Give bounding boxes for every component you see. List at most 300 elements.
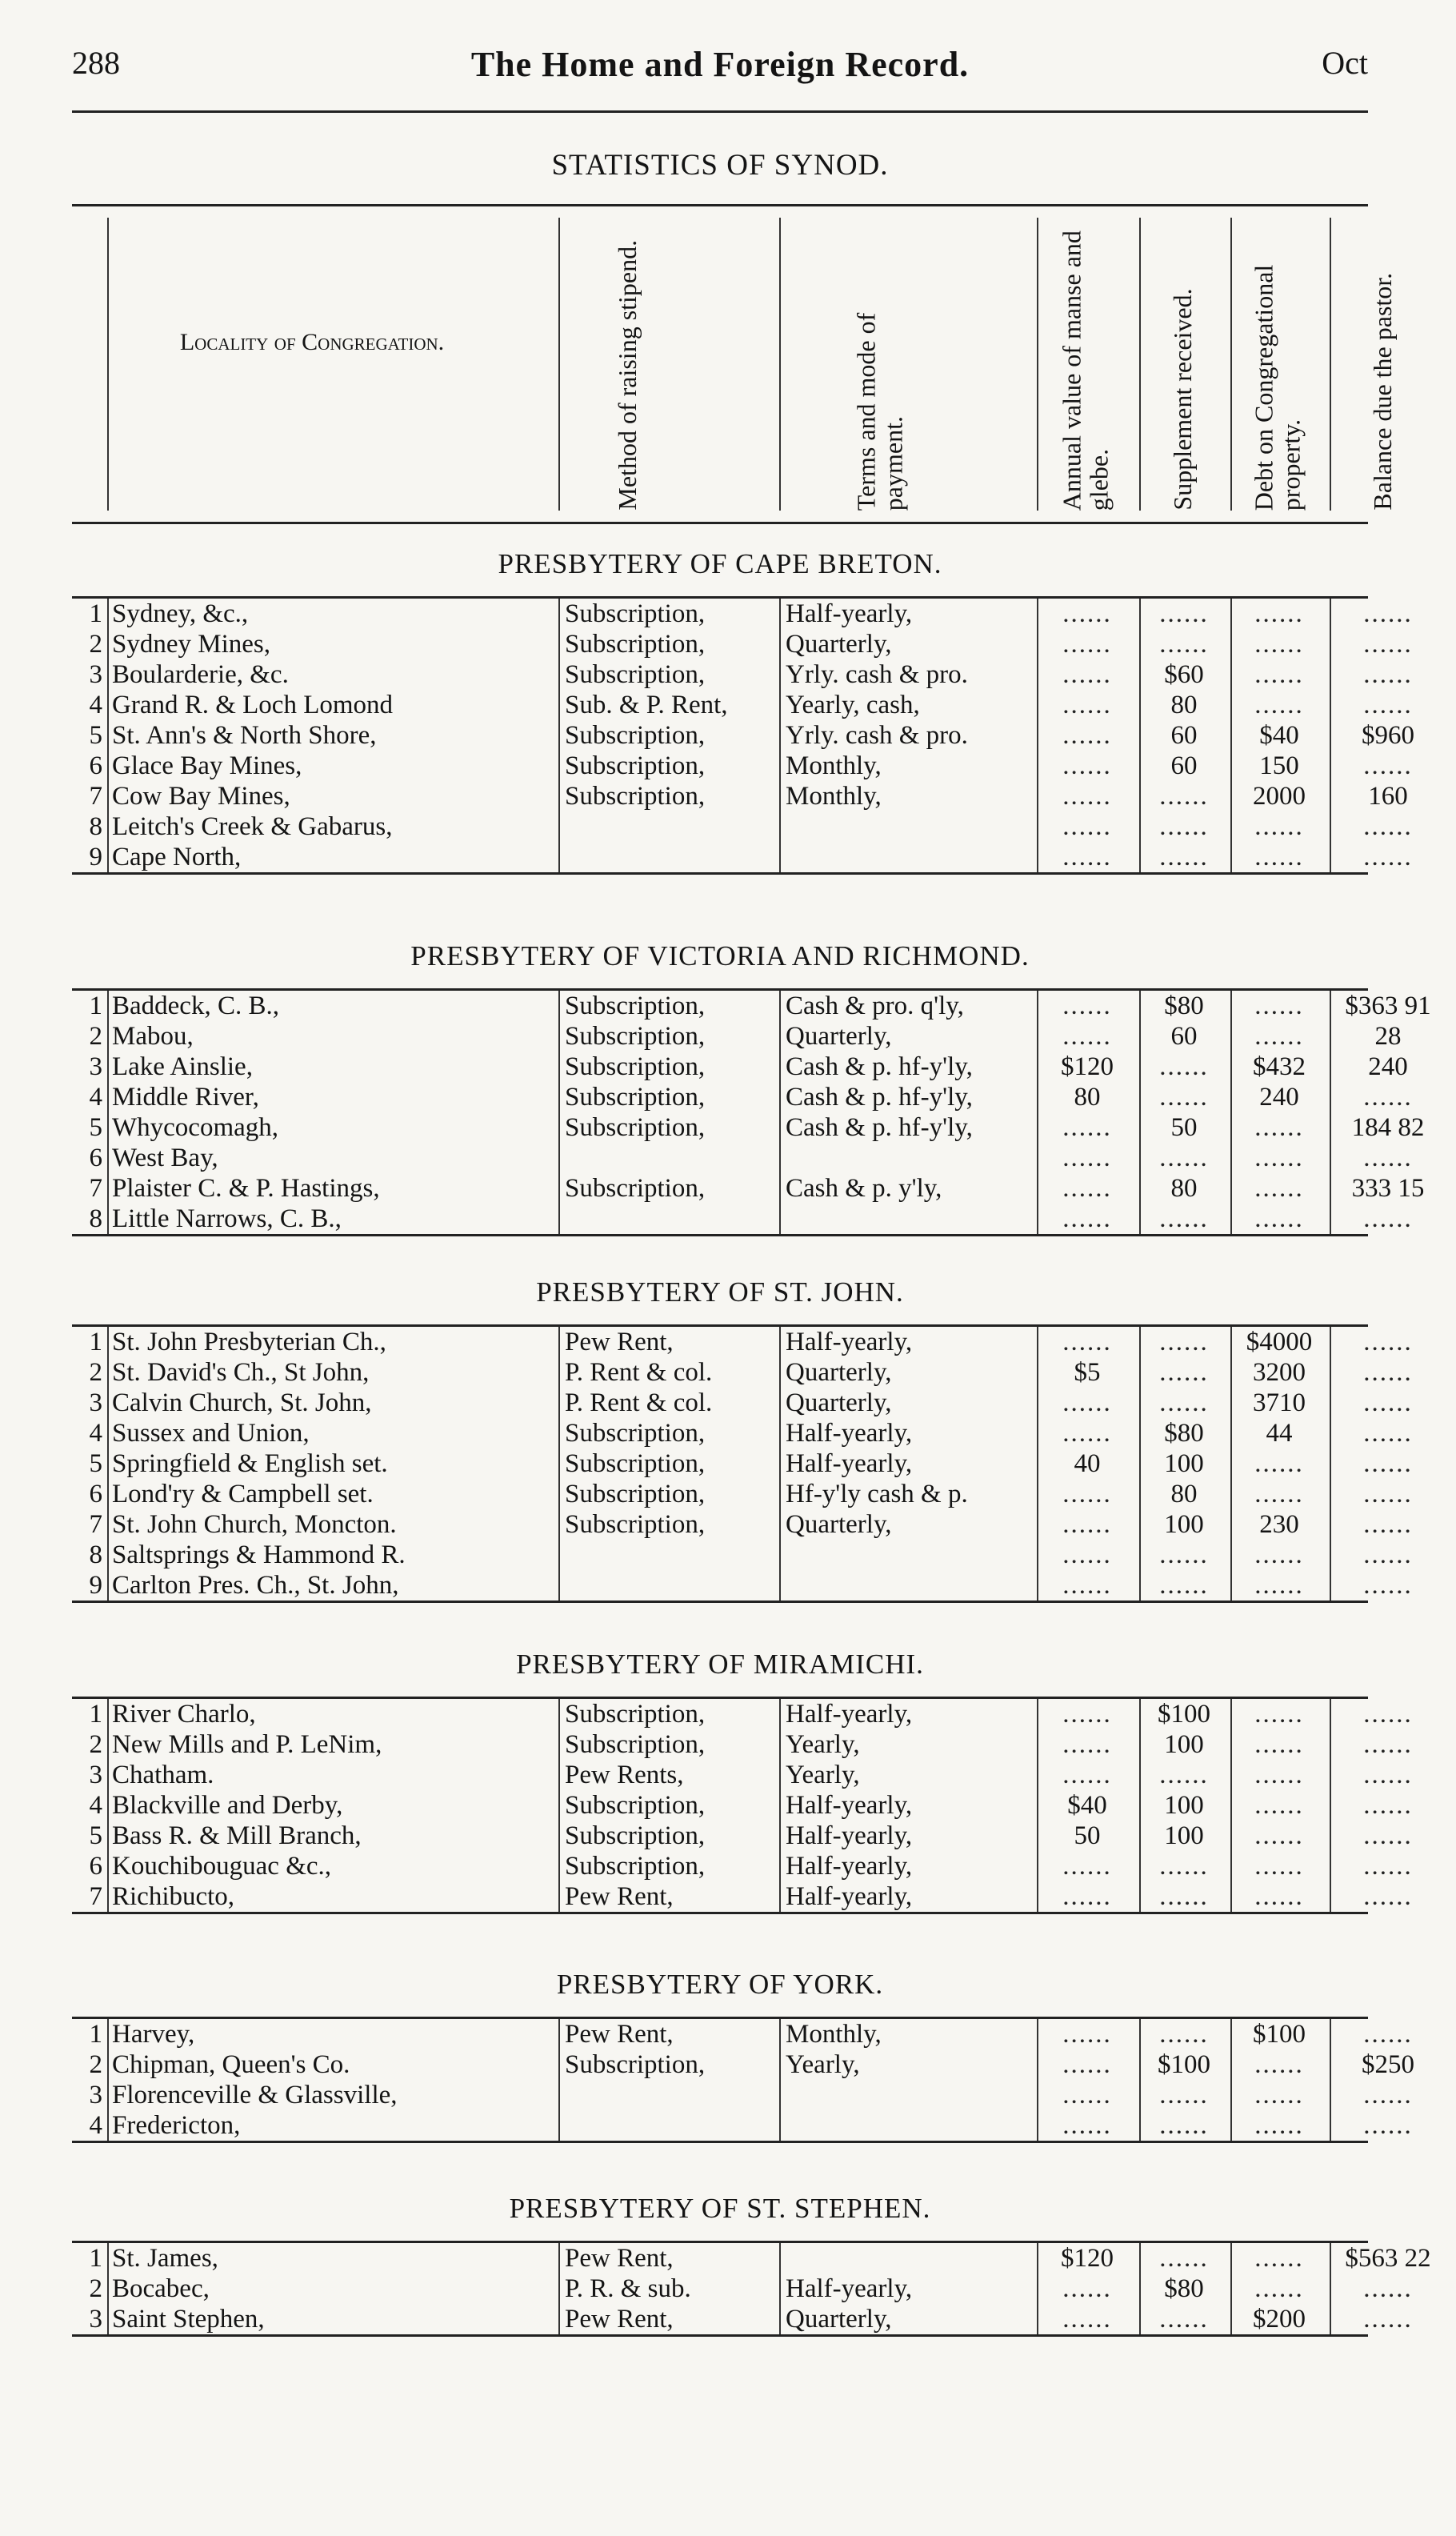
method-cell: Subscription,: [558, 659, 776, 690]
terms-cell: Cash & p. y'ly,: [779, 1173, 1034, 1204]
locality-cell: Carlton Pres. Ch., St. John,: [107, 1570, 555, 1601]
debt-cell: 44: [1230, 1418, 1326, 1448]
manse-cell: 80: [1037, 1082, 1136, 1112]
manse-cell: [1037, 629, 1136, 659]
presbytery-section: [72, 2177, 1431, 2337]
dot-leader: ......: [1363, 1882, 1413, 1911]
debt-cell: [1230, 2080, 1326, 2110]
method-cell: [558, 842, 776, 872]
dot-leader: ......: [1254, 1852, 1304, 1881]
dot-leader: ......: [1363, 1419, 1413, 1448]
dot-leader: ......: [1254, 599, 1304, 628]
dot-leader: ......: [1363, 2274, 1413, 2303]
method-cell: Subscription,: [558, 1479, 776, 1509]
balance-cell: [1330, 629, 1442, 659]
presbytery-section: [72, 532, 1414, 875]
table-row: [72, 2274, 1413, 2304]
supplement-cell: $80: [1139, 2274, 1227, 2304]
dot-leader: ......: [1159, 843, 1209, 871]
debt-cell: [1230, 2049, 1326, 2080]
dot-leader: ......: [1363, 2020, 1413, 2049]
dot-leader: ......: [1363, 1328, 1413, 1356]
dot-leader: ......: [1363, 2111, 1413, 2140]
balance-cell: 184 82: [1330, 1112, 1442, 1143]
debt-cell: 230: [1230, 1509, 1326, 1540]
table-row: [72, 1173, 1425, 1204]
dot-leader: ......: [1363, 812, 1413, 841]
dot-leader: ......: [1062, 2081, 1112, 2109]
debt-cell: [1230, 629, 1326, 659]
dot-leader: ......: [1254, 1022, 1304, 1051]
locality-cell: Sydney Mines,: [107, 629, 555, 659]
manse-cell: [1037, 1112, 1136, 1143]
method-cell: Subscription,: [558, 1851, 776, 1881]
table-row: [72, 1729, 1413, 1760]
locality-cell: St. James,: [107, 2243, 555, 2274]
manse-cell: [1037, 1143, 1136, 1173]
locality-cell: Baddeck, C. B.,: [107, 991, 555, 1021]
dot-leader: ......: [1159, 1052, 1209, 1081]
method-cell: Subscription,: [558, 1173, 776, 1204]
method-cell: Subscription,: [558, 781, 776, 811]
table-row: [72, 1509, 1413, 1540]
terms-cell: Cash & p. hf-y'ly,: [779, 1052, 1034, 1082]
method-cell: Subscription,: [558, 1699, 776, 1729]
manse-cell: [1037, 1479, 1136, 1509]
manse-cell: [1037, 2080, 1136, 2110]
table-row: [72, 690, 1413, 720]
no-cell: 7: [89, 1174, 102, 1203]
manse-cell: [1037, 1418, 1136, 1448]
dot-leader: ......: [1062, 599, 1112, 628]
locality-cell: St. John Church, Moncton.: [107, 1509, 555, 1540]
no-cell: 3: [89, 660, 102, 689]
balance-cell: [1330, 751, 1442, 781]
no-cell: 6: [89, 1852, 102, 1881]
balance-cell: [1330, 1357, 1442, 1388]
dot-leader: ......: [1159, 630, 1209, 659]
locality-column-header: Locality of Congregation.: [179, 329, 445, 355]
supplement-cell: [1139, 781, 1227, 811]
presbytery-title: PRESBYTERY OF ST. STEPHEN.: [509, 2193, 931, 2224]
manse-cell: $5: [1037, 1357, 1136, 1388]
table-row: [72, 1699, 1413, 1729]
dot-leader: ......: [1363, 1204, 1413, 1233]
dot-leader: ......: [1159, 2081, 1209, 2109]
no-cell: 8: [89, 1540, 102, 1569]
debt-cell: [1230, 1173, 1326, 1204]
method-cell: Subscription,: [558, 599, 776, 629]
manse-cell: [1037, 1509, 1136, 1540]
manse-cell: $120: [1037, 1052, 1136, 1082]
supplement-cell: [1139, 1388, 1227, 1418]
table-row: [72, 2080, 1413, 2110]
method-cell: Subscription,: [558, 1448, 776, 1479]
column-divider: [1230, 218, 1232, 511]
method-cell: P. Rent & col.: [558, 1357, 776, 1388]
terms-cell: Monthly,: [779, 751, 1034, 781]
terms-cell: Half-yearly,: [779, 1699, 1034, 1729]
table-row: [72, 1418, 1413, 1448]
terms-cell: Yearly,: [779, 1729, 1034, 1760]
method-cell: Subscription,: [558, 629, 776, 659]
dot-leader: ......: [1159, 2244, 1209, 2273]
balance-cell: [1330, 1729, 1442, 1760]
method-cell: Subscription,: [558, 720, 776, 751]
dot-leader: ......: [1254, 660, 1304, 689]
supplement-column-header: Supplement received.: [1168, 288, 1198, 511]
method-cell: Subscription,: [558, 1729, 776, 1760]
manse-cell: [1037, 1760, 1136, 1790]
locality-cell: Sydney, &c.,: [107, 599, 555, 629]
table-row: [72, 781, 1408, 811]
dot-leader: ......: [1363, 751, 1413, 780]
presbytery-title: PRESBYTERY OF VICTORIA AND RICHMOND.: [410, 940, 1030, 972]
balance-cell: [1330, 2274, 1442, 2304]
no-cell: 5: [89, 1821, 102, 1850]
dot-leader: ......: [1254, 1730, 1304, 1759]
supplement-cell: [1139, 1570, 1227, 1601]
no-cell: 6: [89, 1480, 102, 1508]
terms-cell: Cash & pro. q'ly,: [779, 991, 1034, 1021]
presbytery-title: PRESBYTERY OF ST. JOHN.: [536, 1276, 904, 1308]
presbytery-table: [72, 2017, 1414, 2143]
table-row: [72, 1357, 1413, 1388]
dot-leader: ......: [1062, 1388, 1112, 1417]
dot-leader: ......: [1363, 630, 1413, 659]
dot-leader: ......: [1254, 1174, 1304, 1203]
method-cell: Subscription,: [558, 1821, 776, 1851]
method-cell: [558, 1143, 776, 1173]
dot-leader: ......: [1363, 1388, 1413, 1417]
dot-leader: ......: [1254, 1480, 1304, 1508]
dot-leader: ......: [1062, 1700, 1112, 1729]
balance-cell: [1330, 2019, 1442, 2049]
dot-leader: ......: [1254, 2050, 1304, 2079]
balance-cell: [1330, 1760, 1442, 1790]
dot-leader: ......: [1062, 1882, 1112, 1911]
manse-cell: [1037, 781, 1136, 811]
locality-cell: Springfield & English set.: [107, 1448, 555, 1479]
table-row: [72, 751, 1413, 781]
dot-leader: ......: [1062, 1480, 1112, 1508]
debt-cell: [1230, 1479, 1326, 1509]
method-cell: Pew Rent,: [558, 1327, 776, 1357]
dot-leader: ......: [1062, 1730, 1112, 1759]
dot-leader: ......: [1062, 2111, 1112, 2140]
presbytery-section: [72, 1260, 1413, 1603]
method-cell: [558, 811, 776, 842]
dot-leader: ......: [1363, 1821, 1413, 1850]
terms-cell: [779, 1143, 1034, 1173]
supplement-cell: [1139, 1204, 1227, 1234]
supplement-cell: $100: [1139, 1699, 1227, 1729]
balance-cell: $960: [1330, 720, 1442, 751]
balance-cell: [1330, 1418, 1442, 1448]
dot-leader: ......: [1062, 1022, 1112, 1051]
supplement-cell: $80: [1139, 991, 1227, 1021]
manse-cell: $40: [1037, 1790, 1136, 1821]
table-row: [72, 599, 1413, 629]
table-row: [72, 1112, 1425, 1143]
terms-cell: Quarterly,: [779, 1357, 1034, 1388]
dot-leader: ......: [1159, 599, 1209, 628]
balance-cell: [1330, 1509, 1442, 1540]
dot-leader: ......: [1363, 1791, 1413, 1820]
no-cell: 7: [89, 1510, 102, 1539]
locality-cell: Grand R. & Loch Lomond: [107, 690, 555, 720]
dot-leader: ......: [1363, 1852, 1413, 1881]
supplement-cell: [1139, 1082, 1227, 1112]
terms-cell: [779, 2110, 1034, 2141]
locality-cell: Plaister C. & P. Hastings,: [107, 1173, 555, 1204]
supplement-cell: [1139, 2110, 1227, 2141]
table-row: [72, 2110, 1413, 2141]
dot-leader: ......: [1062, 2274, 1112, 2303]
issue-month: Oct: [1322, 45, 1368, 81]
dot-leader: ......: [1062, 1852, 1112, 1881]
method-cell: Pew Rent,: [558, 2243, 776, 2274]
method-cell: [558, 1204, 776, 1234]
supplement-cell: 100: [1139, 1509, 1227, 1540]
debt-cell: $4000: [1230, 1327, 1326, 1357]
no-cell: 4: [89, 1083, 102, 1112]
dot-leader: ......: [1254, 1449, 1304, 1478]
debt-cell: [1230, 1540, 1326, 1570]
no-cell: 5: [89, 721, 102, 750]
dot-leader: ......: [1062, 751, 1112, 780]
balance-cell: [1330, 1570, 1442, 1601]
balance-cell: [1330, 842, 1442, 872]
dot-leader: ......: [1062, 630, 1112, 659]
dot-leader: ......: [1159, 1761, 1209, 1789]
presbytery-title: PRESBYTERY OF YORK.: [556, 1969, 884, 2000]
debt-cell: [1230, 842, 1326, 872]
terms-cell: [779, 842, 1034, 872]
dot-leader: ......: [1254, 1204, 1304, 1233]
supplement-cell: $80: [1139, 1418, 1227, 1448]
locality-cell: Little Narrows, C. B.,: [107, 1204, 555, 1234]
terms-cell: Yearly,: [779, 1760, 1034, 1790]
terms-cell: Yearly, cash,: [779, 690, 1034, 720]
table-row: [72, 1448, 1413, 1479]
manse-cell: 50: [1037, 1821, 1136, 1851]
locality-cell: Chipman, Queen's Co.: [107, 2049, 555, 2080]
debt-cell: [1230, 1851, 1326, 1881]
dot-leader: ......: [1254, 691, 1304, 719]
balance-cell: [1330, 1479, 1442, 1509]
supplement-cell: [1139, 1540, 1227, 1570]
terms-cell: Monthly,: [779, 781, 1034, 811]
debt-cell: [1230, 2243, 1326, 2274]
journal-title: The Home and Foreign Record.: [470, 45, 970, 84]
method-cell: Subscription,: [558, 751, 776, 781]
dot-leader: ......: [1062, 691, 1112, 719]
no-cell: 7: [89, 782, 102, 811]
debt-cell: [1230, 1448, 1326, 1479]
debt-cell: [1230, 599, 1326, 629]
manse-cell: [1037, 2304, 1136, 2334]
terms-cell: Hf-y'ly cash & p.: [779, 1479, 1034, 1509]
dot-leader: ......: [1363, 1083, 1413, 1112]
manse-cell: [1037, 1327, 1136, 1357]
no-cell: 9: [89, 843, 102, 871]
debt-cell: $432: [1230, 1052, 1326, 1082]
balance-cell: [1330, 1699, 1442, 1729]
presbytery-section: [72, 1633, 1413, 1914]
supplement-cell: [1139, 599, 1227, 629]
no-cell: 3: [89, 2305, 102, 2334]
dot-leader: ......: [1254, 843, 1304, 871]
table-row: [72, 2304, 1413, 2334]
table-row: [72, 1204, 1413, 1234]
dot-leader: ......: [1159, 2020, 1209, 2049]
manse-cell: [1037, 2019, 1136, 2049]
supplement-cell: [1139, 629, 1227, 659]
no-cell: 4: [89, 1419, 102, 1448]
dot-leader: ......: [1062, 1510, 1112, 1539]
debt-cell: [1230, 1021, 1326, 1052]
locality-cell: St. David's Ch., St John,: [107, 1357, 555, 1388]
dot-leader: ......: [1363, 2081, 1413, 2109]
dot-leader: ......: [1062, 812, 1112, 841]
manse-cell: [1037, 720, 1136, 751]
manse-cell: [1037, 2049, 1136, 2080]
terms-cell: Half-yearly,: [779, 599, 1034, 629]
dot-leader: ......: [1159, 1540, 1209, 1569]
statistics-title: STATISTICS OF SYNOD.: [551, 149, 889, 182]
locality-cell: River Charlo,: [107, 1699, 555, 1729]
running-header: [72, 44, 1368, 100]
balance-cell: 28: [1330, 1021, 1442, 1052]
no-cell: 3: [89, 1052, 102, 1081]
balance-cell: $250: [1330, 2049, 1442, 2080]
terms-cell: [779, 2080, 1034, 2110]
locality-cell: Calvin Church, St. John,: [107, 1388, 555, 1418]
manse-cell: [1037, 2274, 1136, 2304]
manse-cell: [1037, 599, 1136, 629]
method-cell: Subscription,: [558, 1052, 776, 1082]
debt-cell: 3710: [1230, 1388, 1326, 1418]
debt-cell: [1230, 2110, 1326, 2141]
dot-leader: ......: [1159, 1358, 1209, 1387]
dot-leader: ......: [1254, 1821, 1304, 1850]
dot-leader: ......: [1363, 660, 1413, 689]
dot-leader: ......: [1159, 1204, 1209, 1233]
locality-cell: Whycocomagh,: [107, 1112, 555, 1143]
dot-leader: ......: [1363, 1144, 1413, 1172]
dot-leader: ......: [1254, 2244, 1304, 2273]
dot-leader: ......: [1363, 1510, 1413, 1539]
dot-leader: ......: [1363, 843, 1413, 871]
method-cell: Subscription,: [558, 991, 776, 1021]
manse-cell: [1037, 690, 1136, 720]
locality-cell: St. John Presbyterian Ch.,: [107, 1327, 555, 1357]
dot-leader: ......: [1159, 2111, 1209, 2140]
table-row: [72, 1388, 1413, 1418]
no-cell: 3: [89, 1761, 102, 1789]
dot-leader: ......: [1254, 630, 1304, 659]
no-cell: 5: [89, 1449, 102, 1478]
no-cell: 5: [89, 1113, 102, 1142]
locality-cell: Lake Ainslie,: [107, 1052, 555, 1082]
table-row: [72, 1881, 1413, 1912]
method-cell: Subscription,: [558, 1021, 776, 1052]
no-cell: 6: [89, 1144, 102, 1172]
table-row: [72, 1082, 1413, 1112]
locality-cell: Saltsprings & Hammond R.: [107, 1540, 555, 1570]
supplement-cell: 80: [1139, 690, 1227, 720]
manse-cell: [1037, 1570, 1136, 1601]
presbytery-table: [72, 1697, 1413, 1914]
debt-cell: [1230, 811, 1326, 842]
terms-cell: Quarterly,: [779, 1388, 1034, 1418]
dot-leader: ......: [1363, 1761, 1413, 1789]
table-row: [72, 991, 1431, 1021]
debt-cell: $100: [1230, 2019, 1326, 2049]
terms-cell: [779, 1540, 1034, 1570]
dot-leader: ......: [1062, 1144, 1112, 1172]
no-cell: 1: [89, 2244, 102, 2273]
supplement-cell: 100: [1139, 1790, 1227, 1821]
dot-leader: ......: [1363, 1358, 1413, 1387]
terms-cell: Quarterly,: [779, 2304, 1034, 2334]
dot-leader: ......: [1062, 2020, 1112, 2049]
table-row: [72, 1570, 1413, 1601]
manse-column-header: Annual value of manse and glebe.: [1057, 230, 1113, 511]
table-row: [72, 720, 1414, 751]
dot-leader: ......: [1363, 1571, 1413, 1600]
balance-column-header: Balance due the pastor.: [1368, 273, 1398, 511]
locality-cell: Leitch's Creek & Gabarus,: [107, 811, 555, 842]
table-row: [72, 629, 1413, 659]
manse-cell: [1037, 991, 1136, 1021]
debt-cell: 3200: [1230, 1357, 1326, 1388]
method-cell: Pew Rent,: [558, 1881, 776, 1912]
supplement-cell: [1139, 2243, 1227, 2274]
locality-cell: Chatham.: [107, 1760, 555, 1790]
supplement-cell: [1139, 1881, 1227, 1912]
debt-cell: [1230, 1881, 1326, 1912]
table-row: [72, 1021, 1402, 1052]
method-cell: [558, 1540, 776, 1570]
balance-cell: [1330, 1821, 1442, 1851]
no-cell: 4: [89, 2111, 102, 2140]
no-cell: 3: [89, 1388, 102, 1417]
dot-leader: ......: [1062, 782, 1112, 811]
supplement-cell: 50: [1139, 1112, 1227, 1143]
presbytery-title: PRESBYTERY OF MIRAMICHI.: [516, 1649, 924, 1680]
no-cell: 1: [89, 992, 102, 1020]
balance-cell: 160: [1330, 781, 1442, 811]
dot-leader: ......: [1062, 1540, 1112, 1569]
presbytery-title: PRESBYTERY OF CAPE BRETON.: [498, 548, 942, 579]
debt-cell: [1230, 1112, 1326, 1143]
header-rule: [72, 110, 1368, 113]
terms-cell: Half-yearly,: [779, 2274, 1034, 2304]
terms-cell: Yearly,: [779, 2049, 1034, 2080]
debt-cell: $200: [1230, 2304, 1326, 2334]
method-cell: Subscription,: [558, 1112, 776, 1143]
method-cell: Subscription,: [558, 2049, 776, 2080]
terms-cell: Half-yearly,: [779, 1418, 1034, 1448]
supplement-cell: [1139, 1143, 1227, 1173]
no-cell: 1: [89, 1328, 102, 1356]
dot-leader: ......: [1254, 1791, 1304, 1820]
balance-cell: [1330, 690, 1442, 720]
table-row: [72, 1760, 1413, 1790]
supplement-cell: 100: [1139, 1448, 1227, 1479]
